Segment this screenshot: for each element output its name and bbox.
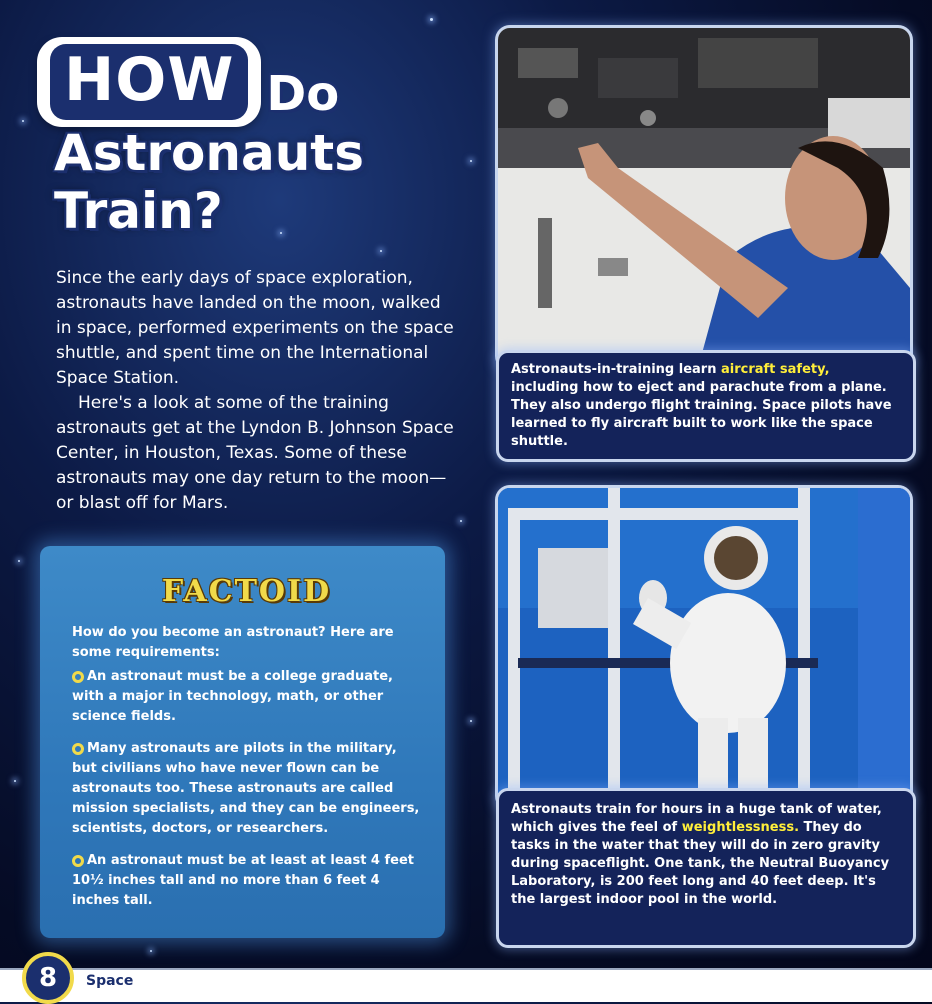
section-label: Space: [86, 973, 134, 989]
factoid-intro: How do you become an astronaut? Here are some requirements:: [72, 625, 394, 660]
photo-weightlessness-training: [498, 488, 910, 808]
factoid-list: [72, 667, 421, 911]
page-number: 8: [22, 952, 74, 1004]
title-line-astronauts: Astronauts: [54, 124, 364, 182]
how-badge: [40, 40, 258, 124]
factoid-title: FACTOID: [161, 574, 332, 609]
bullet-ring-icon: [72, 855, 84, 867]
bullet-ring-icon: [72, 743, 84, 755]
bullet-ring-icon: [72, 671, 84, 683]
caption-aircraft-safety: Astronauts-in-training learn aircraft safety, including how to eject and parachute from a plane. They also undergo flight training. Space pilots have learned to fly aircraft built to work like the space shuttle.: [496, 350, 916, 462]
intro-paragraph-2: Here's a look at some of the training astronauts get at the Lyndon B. Johnson Space Center, in Houston, Texas. Some of these astronauts may one day return to the moon—or blast off for Mars.: [56, 393, 454, 513]
intro-text: [56, 266, 456, 516]
pool-training-illustration: [498, 488, 910, 808]
highlight-aircraft-safety: aircraft safety,: [720, 362, 830, 377]
factoid-box: [40, 546, 445, 938]
caption-weightlessness: Astronauts train for hours in a huge tank of water, which gives the feel of weightlessness. They do tasks in the water that they will do in zero gravity during spaceflight. One tank, the Neutral Buoyancy Laboratory, is 200 feet long and 40 feet deep. It's the largest indoor pool in the world.: [496, 788, 916, 948]
photo-aircraft-training: [498, 28, 910, 368]
page-footer: [0, 968, 932, 1002]
intro-paragraph-1: Since the early days of space exploration, astronauts have landed on the moon, walked in space, performed experiments on the space shuttle, and spent time on the International Space Station.: [56, 268, 454, 388]
page-title: [40, 40, 480, 240]
highlight-weightlessness: weightlessness.: [681, 820, 800, 835]
aircraft-training-illustration: [498, 28, 910, 368]
title-line-train: Train?: [54, 182, 223, 240]
factoid-item: Many astronauts are pilots in the military, but civilians who have never flown can be astronauts too. These astronauts are called mission specialists, and they can be engineers, scientists, doctors, or researchers.: [72, 741, 420, 836]
title-do: Do: [266, 66, 340, 122]
factoid-item: An astronaut must be a college graduate, with a major in technology, math, or other science fields.: [72, 669, 393, 724]
factoid-item: An astronaut must be at least at least 4 feet 10½ inches tall and no more than 6 feet 4 inches tall.: [72, 853, 415, 908]
title-how: HOW: [50, 44, 248, 120]
